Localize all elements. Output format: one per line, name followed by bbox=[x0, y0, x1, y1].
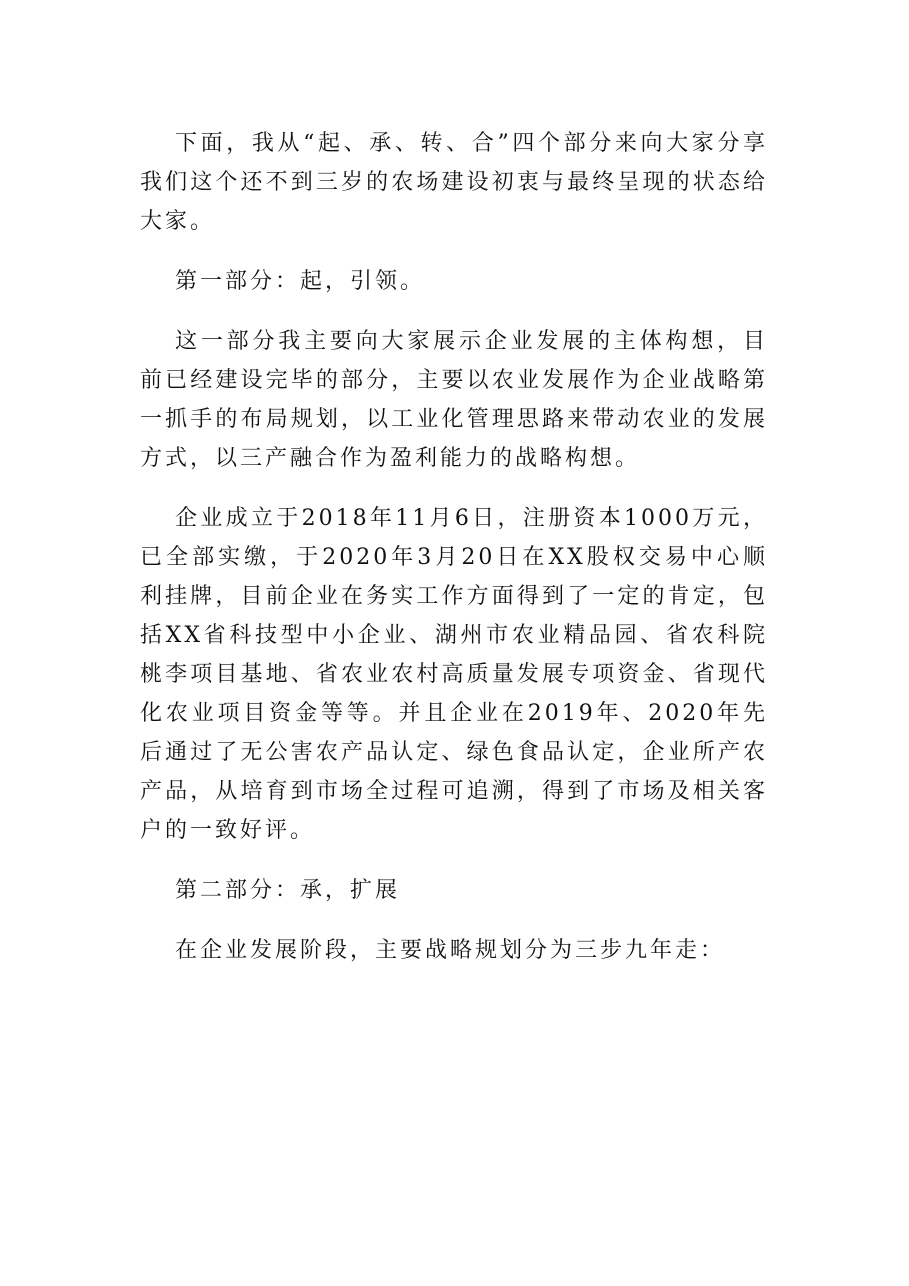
document-page bbox=[140, 124, 768, 991]
heading-part-two: 第二部分：承，扩展 bbox=[175, 878, 401, 903]
heading-part-one: 第一部分：起，引领。 bbox=[175, 269, 426, 294]
paragraph-intro: 下面，我从“起、承、转、合”四个部分来向大家分享我们这个还不到三岁的农场建设初衷与最终呈现的状态给大家。 bbox=[140, 131, 768, 234]
paragraph-part-one-overview: 这一部分我主要向大家展示企业发展的主体构想，目前已经建设完毕的部分，主要以农业发展作为企业战略第一抓手的布局规划，以工业化管理思路来带动农业的发展方式，以三产融合作为盈利能力的战略构想。 bbox=[140, 329, 768, 471]
paragraph-company-profile: 企业成立于2018年11月6日，注册资本1000万元，已全部实缴，于2020年3月20日在XX股权交易中心顺利挂牌，目前企业在务实工作方面得到了一定的肯定，包括XX省科技型中小企业、湖州市农业精品园、省农科院桃李项目基地、省农业农村高质量发展专项资金、省现代化农业项目资金等等。并且企业在2019年、2020年先后通过了无公害农产品认定、绿色食品认定，企业所产农产品，从培育到市场全过程可追溯，得到了市场及相关客户的一致好评。 bbox=[140, 506, 768, 843]
paragraph-strategy: 在企业发展阶段，主要战略规划分为三步九年走： bbox=[175, 938, 726, 963]
